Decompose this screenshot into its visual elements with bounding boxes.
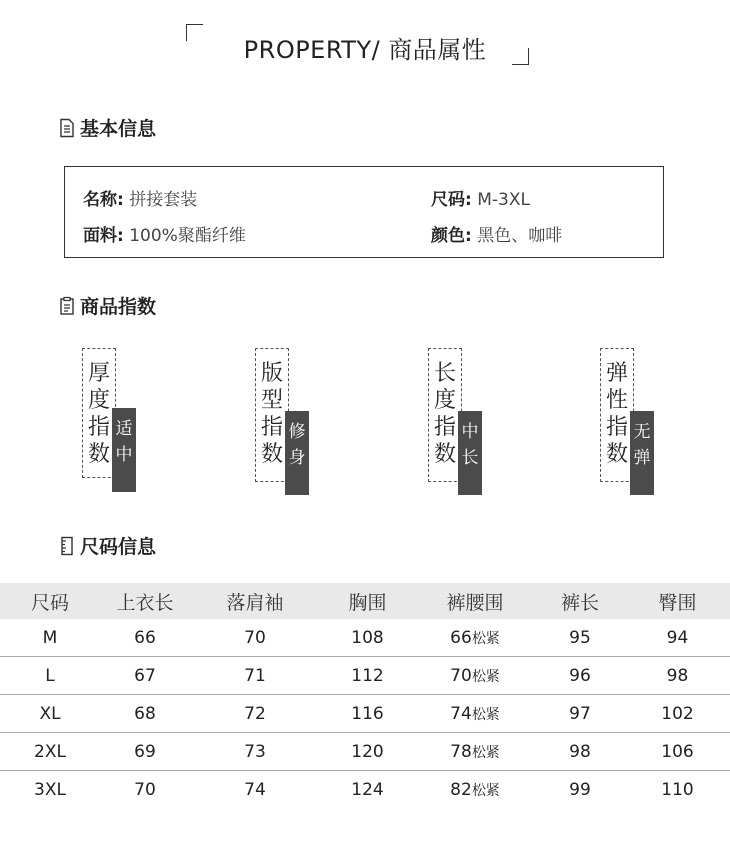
cell-waist (415, 733, 535, 771)
waist-value: 78 (450, 741, 472, 762)
cell-top-length: 69 (100, 733, 190, 771)
index-label (604, 360, 630, 468)
waist-value: 74 (450, 703, 472, 724)
cell-top-length: 70 (134, 779, 156, 800)
cell-sleeve: 71 (190, 657, 320, 695)
table-row (0, 619, 730, 657)
index-value-char: 修 (288, 422, 306, 442)
info-fabric-value: 100%聚酯纤维 (129, 226, 246, 246)
cell-pants-length: 97 (535, 695, 625, 733)
index-label-char: 厚 (87, 361, 110, 386)
waist-suffix: 松紧 (471, 668, 500, 685)
header-cell: 胸围 (320, 583, 415, 619)
index-value-tag (112, 408, 136, 492)
info-name (83, 185, 197, 210)
index-label-char: 度 (433, 388, 456, 413)
index-label-char: 性 (605, 388, 628, 413)
header-cell: 臀围 (625, 583, 730, 619)
basic-info-box (64, 166, 664, 258)
index-label (259, 360, 285, 468)
index-label (432, 360, 458, 468)
ruler-icon (58, 536, 76, 556)
index-label (86, 360, 112, 468)
info-color-label: 颜色: (431, 226, 472, 246)
cell-top-length: 68 (100, 695, 190, 733)
index-label-char: 数 (260, 442, 283, 467)
index-value-char: 中 (461, 422, 479, 442)
index-label-char: 度 (87, 388, 110, 413)
info-fabric (83, 221, 246, 246)
info-size-value: M-3XL (477, 190, 530, 210)
size-table (0, 583, 730, 808)
header-cell: 尺码 (0, 583, 100, 619)
section-size-info-title: 尺码信息 (80, 536, 157, 558)
index-label-char: 数 (605, 442, 628, 467)
index-value-char: 中 (115, 445, 133, 465)
section-basic-info (58, 114, 156, 141)
table-row (0, 695, 730, 733)
index-label-char: 指 (260, 415, 283, 440)
index-thickness (82, 348, 142, 498)
info-name-value: 拼接套装 (129, 190, 198, 210)
index-value-tag (285, 411, 309, 495)
cell-pants-length: 96 (535, 657, 625, 695)
index-label-char: 指 (605, 415, 628, 440)
cell-size: 2XL (0, 733, 100, 771)
cell-chest: 124 (351, 779, 384, 800)
waist-suffix: 松紧 (471, 782, 500, 799)
info-color (431, 221, 562, 246)
index-label-char: 数 (87, 442, 110, 467)
size-table-header (0, 583, 730, 619)
cell-chest: 108 (320, 619, 415, 657)
cell-size: M (0, 619, 100, 657)
index-value-char: 身 (288, 448, 306, 468)
cell-sleeve: 74 (244, 779, 266, 800)
cell-waist (415, 695, 535, 733)
header-cell: 上衣长 (100, 583, 190, 619)
waist-suffix: 松紧 (471, 630, 500, 647)
cell-hip: 102 (625, 695, 730, 733)
info-color-value: 黑色、咖啡 (477, 226, 563, 246)
table-row (0, 733, 730, 771)
header-cell: 落肩袖 (190, 583, 320, 619)
cell-size: 3XL (34, 779, 66, 800)
info-size (431, 185, 530, 210)
index-elasticity (600, 348, 660, 498)
index-value-char: 适 (115, 419, 133, 439)
waist-value: 66 (450, 627, 472, 648)
index-length (428, 348, 488, 498)
document-icon (58, 118, 76, 138)
cell-sleeve: 70 (190, 619, 320, 657)
cell-chest: 120 (320, 733, 415, 771)
waist-value: 82 (450, 779, 472, 800)
cell-waist (415, 771, 535, 809)
cell-waist (415, 619, 535, 657)
section-product-index-title: 商品指数 (80, 296, 157, 318)
index-value-tag (630, 411, 654, 495)
section-product-index (58, 292, 156, 319)
cell-pants-length: 98 (535, 733, 625, 771)
cell-top-length: 66 (100, 619, 190, 657)
index-label-char: 指 (433, 415, 456, 440)
index-value-char: 长 (461, 448, 479, 468)
cell-hip: 110 (661, 779, 694, 800)
cell-hip: 98 (625, 657, 730, 695)
cell-pants-length: 99 (569, 779, 591, 800)
index-label-char: 型 (260, 388, 283, 413)
index-label-char: 指 (87, 415, 110, 440)
clipboard-icon (58, 296, 76, 316)
index-value-char: 无 (633, 422, 651, 442)
header-cell: 裤长 (535, 583, 625, 619)
table-row (0, 657, 730, 695)
index-value-tag (458, 411, 482, 495)
table-row (0, 771, 730, 809)
index-label-char: 版 (260, 361, 283, 386)
index-label-char: 数 (433, 442, 456, 467)
waist-value: 70 (450, 665, 472, 686)
waist-suffix: 松紧 (471, 744, 500, 761)
page-title: PROPERTY/ 商品属性 (243, 36, 487, 64)
index-fit (255, 348, 315, 498)
cell-hip: 94 (625, 619, 730, 657)
index-value-char: 弹 (633, 448, 651, 468)
section-basic-info-title: 基本信息 (80, 118, 157, 140)
section-size-info (58, 532, 156, 559)
cell-waist (415, 657, 535, 695)
cell-sleeve: 72 (190, 695, 320, 733)
info-name-label: 名称: (83, 190, 124, 210)
header-cell: 裤腰围 (415, 583, 535, 619)
cell-pants-length: 95 (535, 619, 625, 657)
cell-size: XL (0, 695, 100, 733)
info-fabric-label: 面料: (83, 226, 124, 246)
cell-top-length: 67 (100, 657, 190, 695)
index-label-char: 长 (433, 361, 456, 386)
cell-hip: 106 (625, 733, 730, 771)
index-label-char: 弹 (605, 361, 628, 386)
cell-size: L (0, 657, 100, 695)
info-size-label: 尺码: (431, 190, 472, 210)
cell-chest: 112 (320, 657, 415, 695)
cell-sleeve: 73 (190, 733, 320, 771)
waist-suffix: 松紧 (471, 706, 500, 723)
cell-chest: 116 (320, 695, 415, 733)
